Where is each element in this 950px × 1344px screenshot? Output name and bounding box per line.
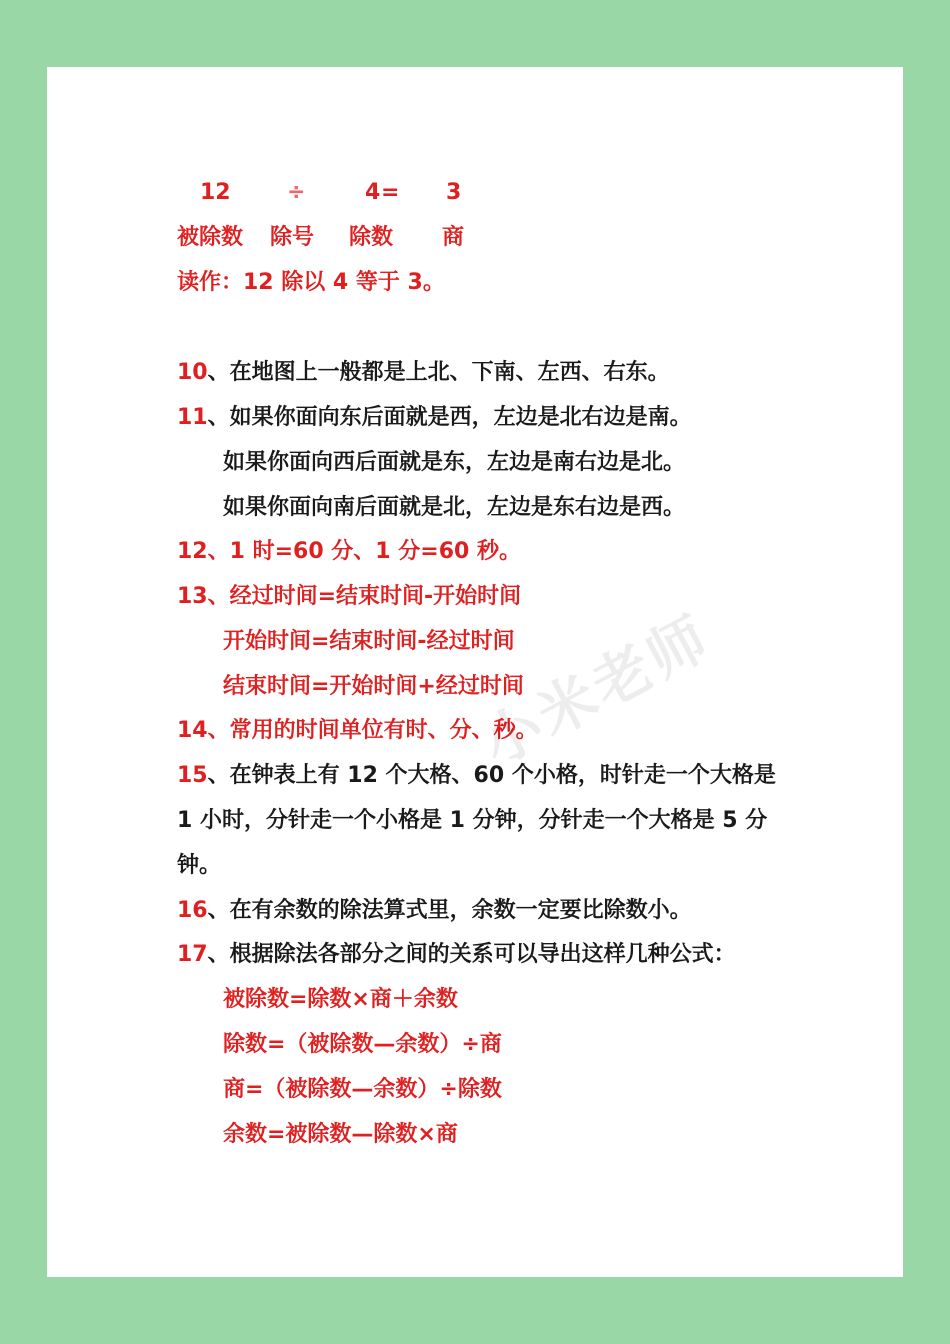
equation-dividend: 12 <box>200 180 231 205</box>
item-10 <box>177 358 670 388</box>
equation-equals: = <box>381 180 400 205</box>
worksheet-page <box>47 67 903 1277</box>
formula-divisor: 除数=（被除数—余数）÷商 <box>223 1032 502 1057</box>
watermark: 小米老师 <box>471 602 723 779</box>
item-text: 、在钟表上有 12 个大格、60 个小格，时针走一个大格是 <box>207 763 776 788</box>
item-16 <box>177 896 692 926</box>
item-text: 、在有余数的除法算式里，余数一定要比除数小。 <box>207 898 692 923</box>
item-11-line-3: 如果你面向南后面就是北，左边是东右边是西。 <box>223 495 686 520</box>
item-number: 16 <box>177 898 208 923</box>
label-divisor: 除数 <box>349 225 394 250</box>
formula-quotient: 商=（被除数—余数）÷除数 <box>223 1077 502 1102</box>
item-11-line-2: 如果你面向西后面就是东，左边是南右边是北。 <box>223 450 686 475</box>
label-quotient: 商 <box>442 225 465 250</box>
equation-sign: ÷ <box>287 180 306 205</box>
item-number: 15 <box>177 763 208 788</box>
item-13-line-3: 结束时间=开始时间+经过时间 <box>223 674 524 699</box>
equation-divisor: 4 <box>365 180 381 205</box>
item-number: 10 <box>177 360 208 385</box>
equation-quotient: 3 <box>446 180 462 205</box>
reading-line: 读作：12 除以 4 等于 3。 <box>177 270 445 295</box>
item-text: 、根据除法各部分之间的关系可以导出这样几种公式： <box>207 942 736 967</box>
item-15 <box>177 761 776 791</box>
item-15-line-2: 1 小时，分针走一个小格是 1 分钟，分针走一个大格是 5 分 <box>177 808 768 833</box>
item-14: 14、常用的时间单位有时、分、秒。 <box>177 718 538 743</box>
item-text: 、在地图上一般都是上北、下南、左西、右东。 <box>207 360 670 385</box>
item-13-line-2: 开始时间=结束时间-经过时间 <box>223 629 515 654</box>
label-dividend: 被除数 <box>177 225 244 250</box>
item-12: 12、1 时=60 分、1 分=60 秒。 <box>177 539 521 564</box>
item-11 <box>177 403 692 433</box>
item-number: 11 <box>177 405 208 430</box>
item-15-line-3: 钟。 <box>177 853 222 878</box>
item-number: 17 <box>177 942 208 967</box>
item-17 <box>177 940 736 970</box>
formula-remainder: 余数=被除数—除数×商 <box>223 1122 458 1147</box>
label-sign: 除号 <box>270 225 315 250</box>
item-13: 13、经过时间=结束时间-开始时间 <box>177 584 522 609</box>
formula-dividend: 被除数=除数×商＋余数 <box>223 987 458 1012</box>
item-text: 、如果你面向东后面就是西，左边是北右边是南。 <box>207 405 692 430</box>
